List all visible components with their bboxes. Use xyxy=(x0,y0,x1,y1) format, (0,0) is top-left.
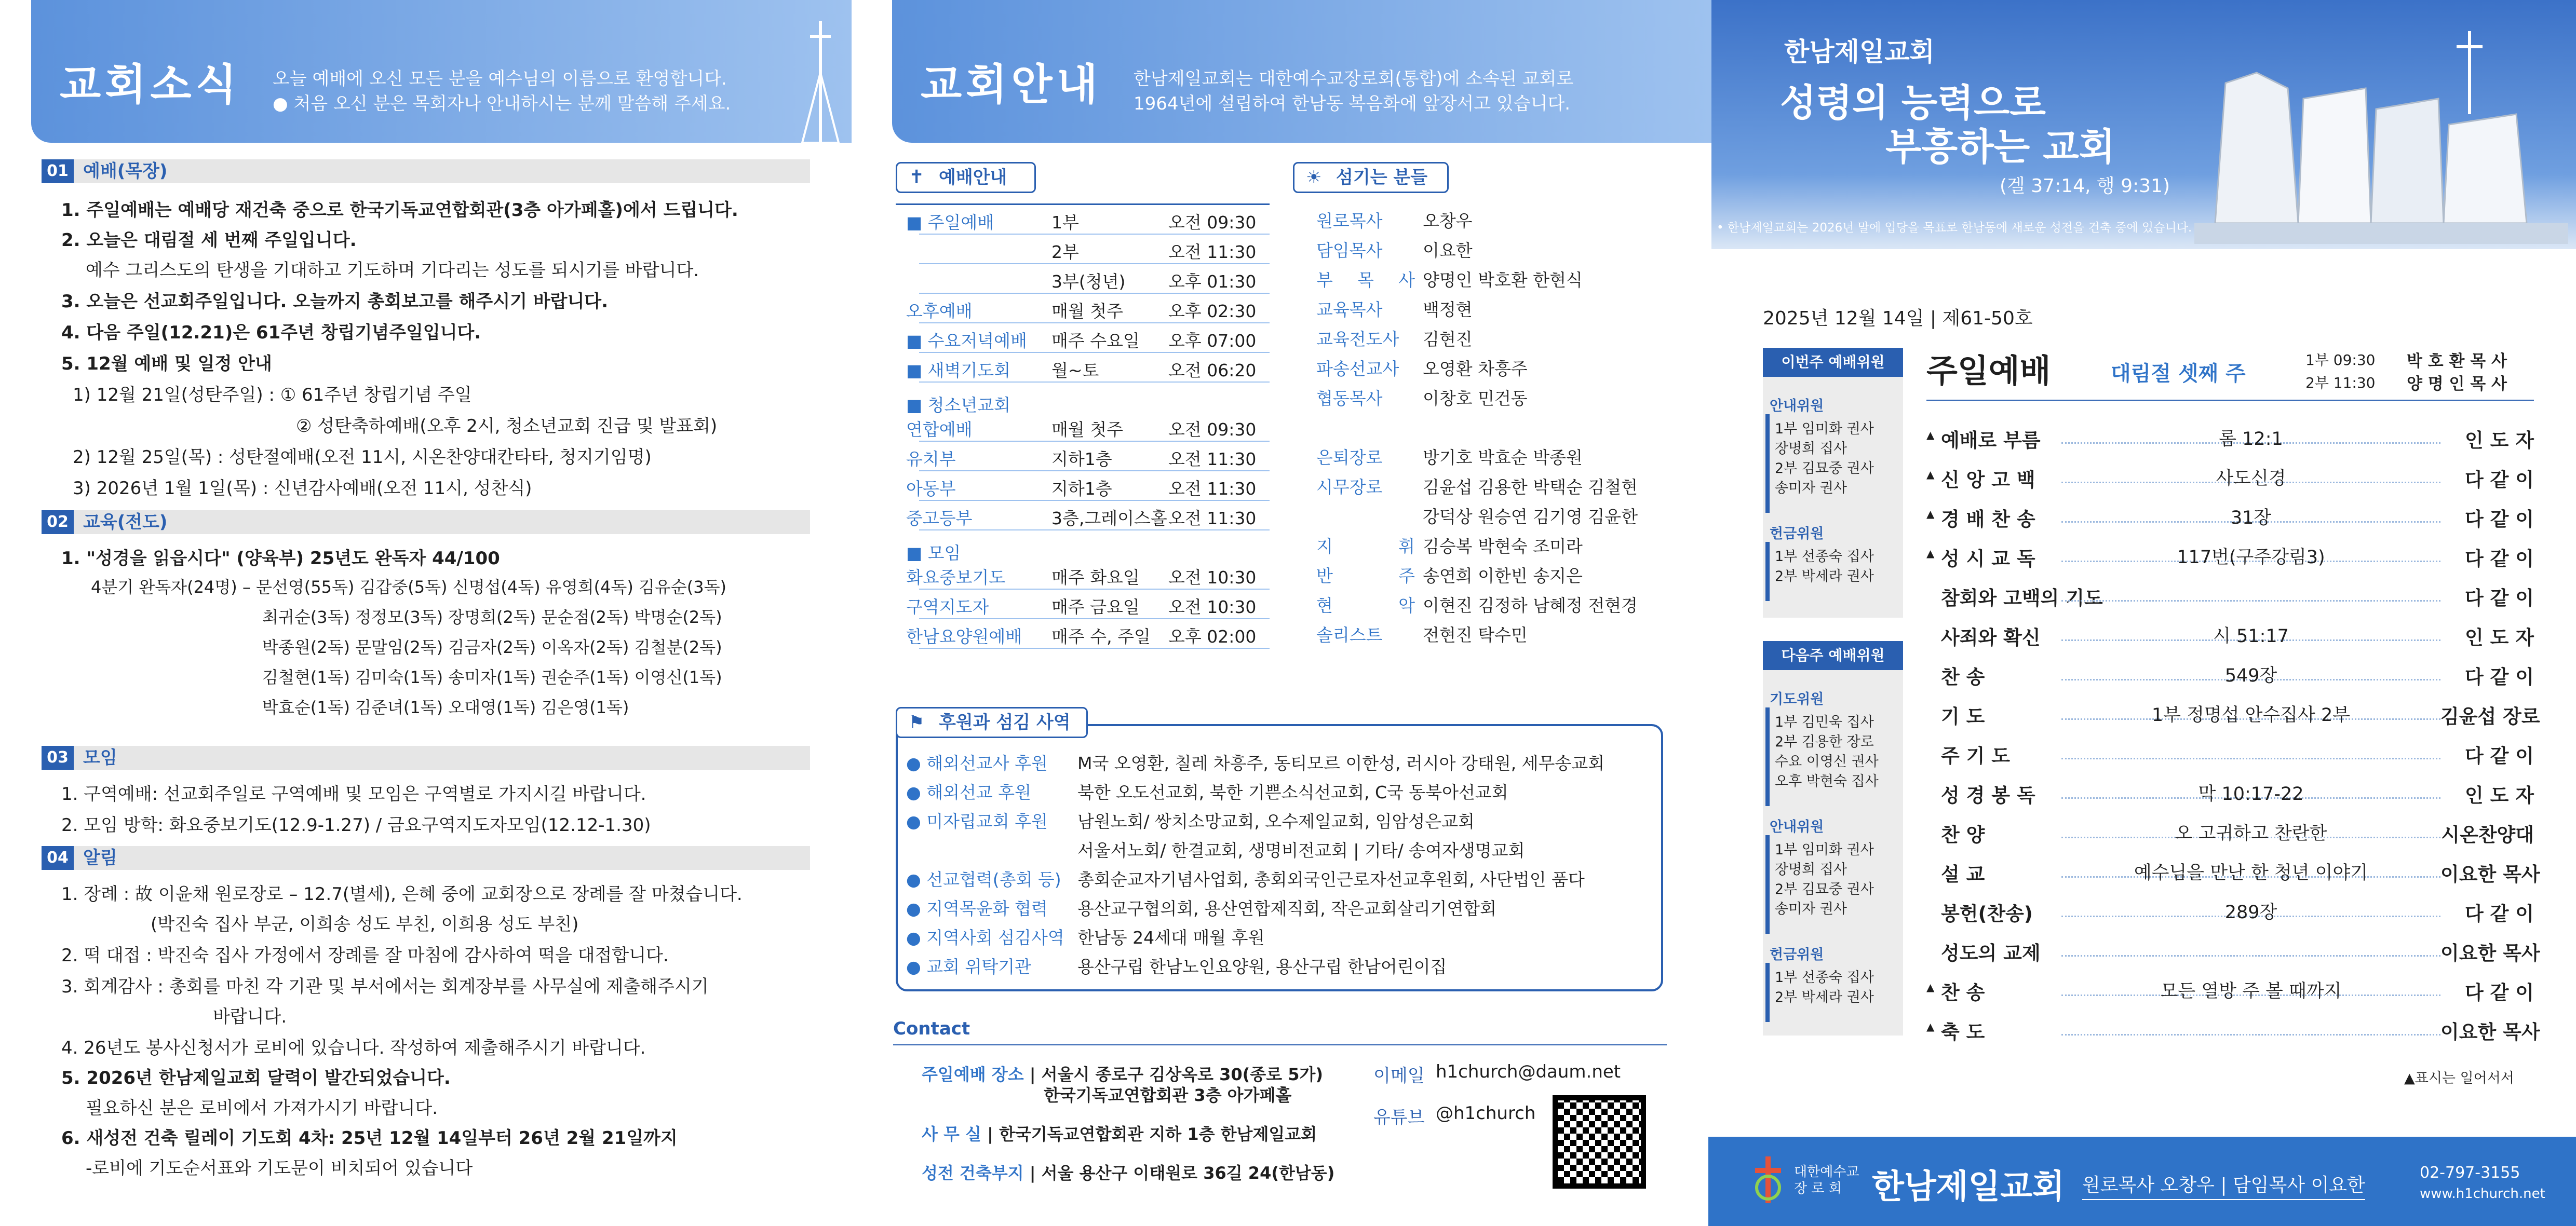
worship-row-time: 오전 10:30 xyxy=(1168,597,1257,617)
support-category: ● 선교협력(총회 등) xyxy=(906,869,1061,890)
committee-member: 오후 박현숙 집사 xyxy=(1775,773,1879,789)
order-content: 예수님을 만난 한 청년 이야기 xyxy=(2134,863,2368,883)
row-divider xyxy=(919,589,1270,590)
standing-mark-icon: ▲ xyxy=(1926,981,1935,993)
row-divider xyxy=(919,648,1270,649)
divider xyxy=(1765,963,1770,1022)
worship-row-label: 구역지도자 xyxy=(906,597,989,617)
worship-row-time: 오전 11:30 xyxy=(1168,508,1257,528)
support-category: ● 지역목윤화 협력 xyxy=(906,898,1048,919)
support-category: ● 미자립교회 후원 xyxy=(906,811,1048,832)
church-building-icon xyxy=(2194,21,2568,244)
worship-order-row xyxy=(1926,731,2534,770)
worship-row-label: ■ 청소년교회 xyxy=(906,395,1011,415)
worship-order-row xyxy=(1926,494,2534,534)
section-worship: 01 예배(목장) xyxy=(42,159,810,183)
worship-order-row xyxy=(1926,849,2540,889)
committee-group-title: 헌금위원 xyxy=(1770,526,1824,542)
committee-member: 송미자 권사 xyxy=(1775,901,1847,917)
row-divider xyxy=(919,618,1270,619)
divider xyxy=(1765,414,1770,513)
worship-order-row xyxy=(1926,691,2540,731)
worship-row-place: 매월 첫주 xyxy=(1051,419,1124,440)
worship-row-label: 연합예배 xyxy=(906,419,973,440)
worship-order-row xyxy=(1926,889,2534,928)
committee-member: 1부 선종숙 집사 xyxy=(1775,549,1874,565)
committee-member: 2부 박세라 권사 xyxy=(1775,568,1874,584)
order-leader: 다 같 이 xyxy=(2465,587,2534,609)
worship-row-label: 중고등부 xyxy=(906,508,973,528)
order-leader: 이요한 목사 xyxy=(2440,942,2540,964)
order-label: 사죄와 확신 xyxy=(1941,626,2041,649)
worship-row-time: 오전 11:30 xyxy=(1168,242,1257,262)
support-category: ● 해외선교사 후원 xyxy=(906,753,1048,773)
committee-member: 2부 김묘중 권사 xyxy=(1775,460,1874,476)
order-dots xyxy=(2061,600,2440,602)
staff-names: 이현진 김정하 남혜정 전현경 xyxy=(1423,595,1638,616)
staff-names: 전현진 탁수민 xyxy=(1423,625,1528,645)
row-divider xyxy=(919,352,1270,353)
contact-place: 주일예배 장소 | 서울시 종로구 김상옥로 30(종로 5가) xyxy=(922,1065,1324,1084)
worship-order-row xyxy=(1926,810,2534,849)
order-label: 주 기 도 xyxy=(1941,745,2010,767)
order-leader: 이요한 목사 xyxy=(2440,1021,2540,1043)
staff-role: 교육목사 xyxy=(1316,299,1383,320)
email-link[interactable]: h1church@daum.net xyxy=(1436,1061,1621,1082)
support-category: ● 지역사회 섬김사역 xyxy=(906,928,1064,948)
staff-names: 송연희 이한빈 송지은 xyxy=(1423,566,1583,586)
order-leader: 다 같 이 xyxy=(2465,548,2534,570)
order-content: 시 51:17 xyxy=(2213,626,2289,647)
cover-slogan-2: 부흥하는 교회 xyxy=(1885,125,2115,169)
season-label: 대림절 셋째 주 xyxy=(2111,362,2246,386)
standing-mark-icon: ▲ xyxy=(1926,1020,1935,1033)
staff-role: 협동목사 xyxy=(1316,388,1383,408)
worship-order-row xyxy=(1926,928,2540,968)
worship-row-place: 3층,그레이스홀 xyxy=(1051,508,1167,528)
divider xyxy=(1765,835,1770,934)
cover-note: • 한남제일교회는 2026년 말에 입당을 목표로 한남동에 새로운 성전을 건축 중에 있습니다. xyxy=(1717,221,2192,235)
order-leader: 인 도 자 xyxy=(2465,429,2534,452)
staff-names: 이창호 민건동 xyxy=(1423,388,1528,408)
worship-order-row xyxy=(1926,573,2534,612)
support-detail: 북한 오도선교회, 북한 기쁜소식선교회, C국 동북아선교회 xyxy=(1077,782,1508,802)
staff-names: 방기호 박효순 박종원 xyxy=(1423,447,1583,468)
worship-row-place: 2부 xyxy=(1051,242,1079,262)
staff-names: 양명인 박호환 한현식 xyxy=(1423,270,1583,290)
row-divider xyxy=(919,529,1270,530)
worship-row-label: ■ 모임 xyxy=(906,543,961,563)
flag-icon: ⚑ xyxy=(909,712,925,733)
committee-member: 장명희 집사 xyxy=(1775,441,1847,457)
worship-row-place: 지하1층 xyxy=(1051,479,1112,499)
staff-role: 부 목 사 xyxy=(1316,270,1415,290)
qr-code-icon[interactable] xyxy=(1553,1095,1646,1189)
worship-order-row xyxy=(1926,770,2534,810)
row-divider xyxy=(919,382,1270,383)
worship-row-label: 화요중보기도 xyxy=(906,567,1006,588)
order-content: 31장 xyxy=(2230,508,2272,528)
staff-names: 백정현 xyxy=(1423,299,1473,320)
staff-role: 시무장로 xyxy=(1316,477,1383,497)
committee-group-title: 헌금위원 xyxy=(1770,947,1824,963)
committee-member: 장명희 집사 xyxy=(1775,862,1847,878)
committee-member: 1부 임미화 권사 xyxy=(1775,842,1874,858)
staff-role: 원로목사 xyxy=(1316,211,1383,231)
cover-banner xyxy=(1711,0,2576,249)
section-education: 02 교육(전도) xyxy=(42,510,810,534)
staff-names: 김현진 xyxy=(1423,329,1473,349)
support-detail: 한남동 24세대 매월 후원 xyxy=(1077,928,1265,948)
worship-row-time: 오전 09:30 xyxy=(1168,419,1257,440)
worship-info-title: ✝ 예배안내 xyxy=(896,162,1036,193)
order-leader: 다 같 이 xyxy=(2465,745,2534,767)
sun-icon: ☀ xyxy=(1306,167,1322,188)
committee-member: 1부 김민욱 집사 xyxy=(1775,714,1874,730)
worship-row-place: 월~토 xyxy=(1051,360,1099,380)
worship-row-place: 1부 xyxy=(1051,212,1079,233)
footer-phone[interactable]: 02-797-3155 xyxy=(2420,1164,2520,1182)
order-leader: 김윤섭 장로 xyxy=(2440,705,2540,728)
contact-office: 사 무 실 | 한국기독교연합회관 지하 1층 한남제일교회 xyxy=(922,1124,1317,1144)
order-content: 롬 12:1 xyxy=(2219,429,2283,449)
pastor-2: 양 명 인 목 사 xyxy=(2407,375,2507,393)
guide-title: 교회안내 xyxy=(921,60,1102,110)
worship-row-time: 오후 01:30 xyxy=(1168,271,1257,292)
guide-header xyxy=(892,0,1712,143)
worship-row-place: 매주 화요일 xyxy=(1051,567,1140,588)
order-leader: 이요한 목사 xyxy=(2440,863,2540,886)
order-label: 찬 송 xyxy=(1941,666,1985,688)
worship-row-time: 오전 10:30 xyxy=(1168,567,1257,588)
worship-row-label: 유치부 xyxy=(906,449,956,469)
worship-row-time: 오전 09:30 xyxy=(1168,212,1257,233)
standing-mark-icon: ▲ xyxy=(1926,429,1935,441)
footer-church: 한남제일교회 xyxy=(1872,1168,2065,1206)
pastor-1-time: 1부 09:30 xyxy=(2305,351,2376,369)
worship-order-row xyxy=(1926,968,2534,1007)
cover-church-name: 한남제일교회 xyxy=(1784,37,1935,67)
contact-site: 성전 건축부지 | 서울 용산구 이태원로 36길 24(한남동) xyxy=(922,1163,1335,1183)
staff-role: 은퇴장로 xyxy=(1316,447,1383,468)
worship-order-row xyxy=(1926,612,2534,652)
support-category: ● 교회 위탁기관 xyxy=(906,957,1032,977)
order-leader: 다 같 이 xyxy=(2465,666,2534,688)
divider xyxy=(896,203,1270,205)
youtube-link[interactable]: @h1church xyxy=(1436,1103,1536,1124)
cover-slogan-1: 성령의 능력으로 xyxy=(1780,81,2046,125)
order-content: 549장 xyxy=(2224,665,2277,686)
order-label: 찬 양 xyxy=(1941,824,1985,846)
worship-row-time: 오전 06:20 xyxy=(1168,360,1257,380)
committee-group-title: 기도위원 xyxy=(1770,691,1824,707)
worship-row-place: 지하1층 xyxy=(1051,449,1112,469)
support-detail: M국 오영환, 칠레 차흥주, 동티모르 이한성, 러시아 강태원, 세무송교회 xyxy=(1077,753,1605,773)
staff-names: 오영환 차흥주 xyxy=(1423,359,1528,379)
staff-role: 지 휘 xyxy=(1316,536,1415,556)
worship-row-place: 3부(청년) xyxy=(1051,271,1126,292)
worship-order-row xyxy=(1926,652,2534,691)
worship-row-place: 매주 수요일 xyxy=(1051,331,1140,351)
committee-member: 1부 임미화 권사 xyxy=(1775,421,1874,437)
order-content: 289장 xyxy=(2224,902,2277,923)
worship-row-time: 오후 02:30 xyxy=(1168,301,1257,321)
row-divider xyxy=(919,322,1270,323)
worship-row-time: 오전 11:30 xyxy=(1168,449,1257,469)
pastor-1: 박 호 환 목 사 xyxy=(2407,352,2507,371)
support-detail: 남원노회/ 쌍치소망교회, 오수제일교회, 임암성은교회 xyxy=(1077,811,1475,832)
worship-row-label: 아동부 xyxy=(906,479,956,499)
order-dots xyxy=(2061,1034,2440,1036)
order-label: 성 경 봉 독 xyxy=(1941,784,2035,807)
support-detail: 총회순교자기념사업회, 총회외국인근로자선교후원회, 사단법인 품다 xyxy=(1077,869,1585,890)
order-label: 성 시 교 독 xyxy=(1941,548,2035,570)
staff-names: 김윤섭 김용한 박택순 김철현 xyxy=(1423,477,1638,497)
order-label: 신 앙 고 백 xyxy=(1941,469,2035,491)
staff-names: 김승복 박현숙 조미라 xyxy=(1423,536,1583,556)
worship-row-place: 매주 금요일 xyxy=(1051,597,1140,617)
order-label: 봉헌(찬송) xyxy=(1941,903,2033,925)
bulletin-date: 2025년 12월 14일 | 제61-50호 xyxy=(1763,308,2033,329)
order-leader: 인 도 자 xyxy=(2465,784,2534,807)
order-label: 성도의 교제 xyxy=(1941,942,2041,964)
order-leader: 다 같 이 xyxy=(2465,982,2534,1004)
cover-verse: (겔 37:14, 행 9:31) xyxy=(2000,175,2170,197)
committee-next-week-title: 다음주 예배위원 xyxy=(1763,641,1903,670)
committee-member: 2부 김묘중 권사 xyxy=(1775,881,1874,897)
order-dots xyxy=(2061,955,2440,957)
order-leader: 다 같 이 xyxy=(2465,469,2534,491)
worship-order-row xyxy=(1926,415,2534,455)
pastor-2-time: 2부 11:30 xyxy=(2305,374,2376,391)
service-title: 주일예배 xyxy=(1926,352,2051,390)
worship-row-time: 오전 11:30 xyxy=(1168,479,1257,499)
footer-denom: 대한예수교 장 로 회 xyxy=(1794,1164,1859,1196)
worship-row-time: 오후 02:00 xyxy=(1168,626,1257,647)
order-content: 사도신경 xyxy=(2216,468,2286,489)
staff-role: 파송선교사 xyxy=(1316,359,1399,379)
staff-names: 강덕상 원승연 김기영 김윤한 xyxy=(1423,507,1638,527)
cross-icon: ✝ xyxy=(909,167,925,188)
order-label: 경 배 찬 송 xyxy=(1941,508,2035,530)
youtube-label: 유튜브 xyxy=(1373,1107,1425,1128)
order-label: 참회와 고백의 기도 xyxy=(1941,587,2103,609)
order-label: 찬 송 xyxy=(1941,982,1985,1004)
row-divider xyxy=(919,500,1270,501)
divider xyxy=(1765,542,1770,601)
order-label: 축 도 xyxy=(1941,1021,1985,1043)
order-label: 설 교 xyxy=(1941,863,1985,886)
standing-footnote: ▲표시는 일어서서 xyxy=(2404,1070,2514,1086)
worship-row-label: ■ 수요저녁예배 xyxy=(906,331,1027,351)
worship-order-row xyxy=(1926,534,2534,573)
church-logo-icon xyxy=(1750,1156,1786,1203)
divider xyxy=(893,1044,1667,1045)
worship-row-label: 오후예배 xyxy=(906,301,973,321)
worship-row-label: ■ 새벽기도회 xyxy=(906,360,1011,380)
order-label: 예배로 부름 xyxy=(1941,429,2041,452)
support-category: ● 해외선교 후원 xyxy=(906,782,1032,802)
news-header xyxy=(31,0,852,143)
support-detail: 용산구립 한남노인요양원, 용산구립 한남어린이집 xyxy=(1077,957,1447,977)
news-title: 교회소식 xyxy=(60,60,241,110)
guide-intro: 한남제일교회는 대한예수교장로회(통합)에 소속된 교회로 1964년에 설립하여 한남동 복음화에 앞장서고 있습니다. xyxy=(1134,69,1574,114)
standing-mark-icon: ▲ xyxy=(1926,547,1935,560)
staff-title: ☀ 섬기는 분들 xyxy=(1293,162,1449,193)
worship-row-label: ■ 주일예배 xyxy=(906,212,994,233)
order-leader: 다 같 이 xyxy=(2465,903,2534,925)
committee-group-title: 안내위원 xyxy=(1770,398,1824,414)
order-content: 막 10:17-22 xyxy=(2198,784,2304,805)
staff-role: 현 악 xyxy=(1316,595,1415,616)
row-divider xyxy=(919,470,1270,471)
support-title: ⚑ 후원과 섬김 사역 xyxy=(896,707,1088,738)
worship-order-row xyxy=(1926,455,2534,494)
row-divider xyxy=(919,234,1270,235)
order-dots xyxy=(2061,758,2440,759)
order-content: 1부 정명섭 안수집사 2부 xyxy=(2151,705,2351,726)
contact-place-2: 한국기독교연합회관 3층 아가페홀 xyxy=(1044,1085,1292,1105)
row-divider xyxy=(919,293,1270,294)
row-divider xyxy=(919,263,1270,264)
committee-member: 2부 박세라 권사 xyxy=(1775,989,1874,1005)
committee-this-week-title: 이번주 예배위원 xyxy=(1763,348,1903,377)
worship-order-row xyxy=(1926,1007,2540,1046)
worship-row-place: 매주 수, 주일 xyxy=(1051,626,1151,647)
standing-mark-icon: ▲ xyxy=(1926,468,1935,481)
staff-names: 이요한 xyxy=(1423,240,1473,261)
tower-icon xyxy=(792,16,849,143)
committee-member: 송미자 권사 xyxy=(1775,480,1847,496)
order-content: 모든 열방 주 볼 때까지 xyxy=(2160,981,2342,1002)
divider xyxy=(1765,707,1770,806)
staff-role: 담임목사 xyxy=(1316,240,1383,261)
worship-row-place: 매월 첫주 xyxy=(1051,301,1124,321)
row-divider xyxy=(919,441,1270,442)
staff-role: 솔리스트 xyxy=(1316,625,1383,645)
news-intro: 오늘 예배에 오신 모든 분을 예수님의 이름으로 환영합니다. ● 처음 오신 분은 목회자나 안내하시는 분께 말씀해 주세요. xyxy=(273,69,731,114)
support-detail: 서울서노회/ 한결교회, 생명비전교회 | 기타/ 송여자생명교회 xyxy=(1077,840,1525,861)
email-label: 이메일 xyxy=(1373,1066,1425,1086)
staff-role: 반 주 xyxy=(1316,566,1415,586)
footer-bar xyxy=(1708,1137,2576,1226)
support-detail: 용산교구협의회, 용산연합제직회, 작은교회살리기연합회 xyxy=(1077,898,1497,919)
order-content: 117번(구주강림3) xyxy=(2177,547,2325,568)
order-content: 오 고귀하고 찬란한 xyxy=(2175,823,2327,844)
committee-member: 1부 선종숙 집사 xyxy=(1775,970,1874,986)
divider xyxy=(1926,400,2534,401)
standing-mark-icon: ▲ xyxy=(1926,508,1935,520)
footer-web[interactable]: www.h1church.net xyxy=(2420,1186,2545,1202)
order-leader: 인 도 자 xyxy=(2465,626,2534,649)
worship-row-time: 오후 07:00 xyxy=(1168,331,1257,351)
committee-group-title: 안내위원 xyxy=(1770,819,1824,835)
contact-title: Contact xyxy=(893,1018,970,1039)
staff-names: 오창우 xyxy=(1423,211,1473,231)
committee-member: 수요 이영신 권사 xyxy=(1775,754,1879,770)
worship-row-label: 한남요양원예배 xyxy=(906,626,1022,647)
footer-pastors: 원로목사 오창우 | 담임목사 이요한 xyxy=(2082,1170,2365,1200)
staff-role: 교육전도사 xyxy=(1316,329,1399,349)
section-meeting: 03 모임 xyxy=(42,746,810,770)
committee-member: 2부 김용한 장로 xyxy=(1775,734,1874,750)
section-announcements: 04 알림 xyxy=(42,846,810,870)
order-leader: 다 같 이 xyxy=(2465,508,2534,530)
order-label: 기 도 xyxy=(1941,705,1985,728)
order-leader: 시온찬양대 xyxy=(2441,824,2534,846)
